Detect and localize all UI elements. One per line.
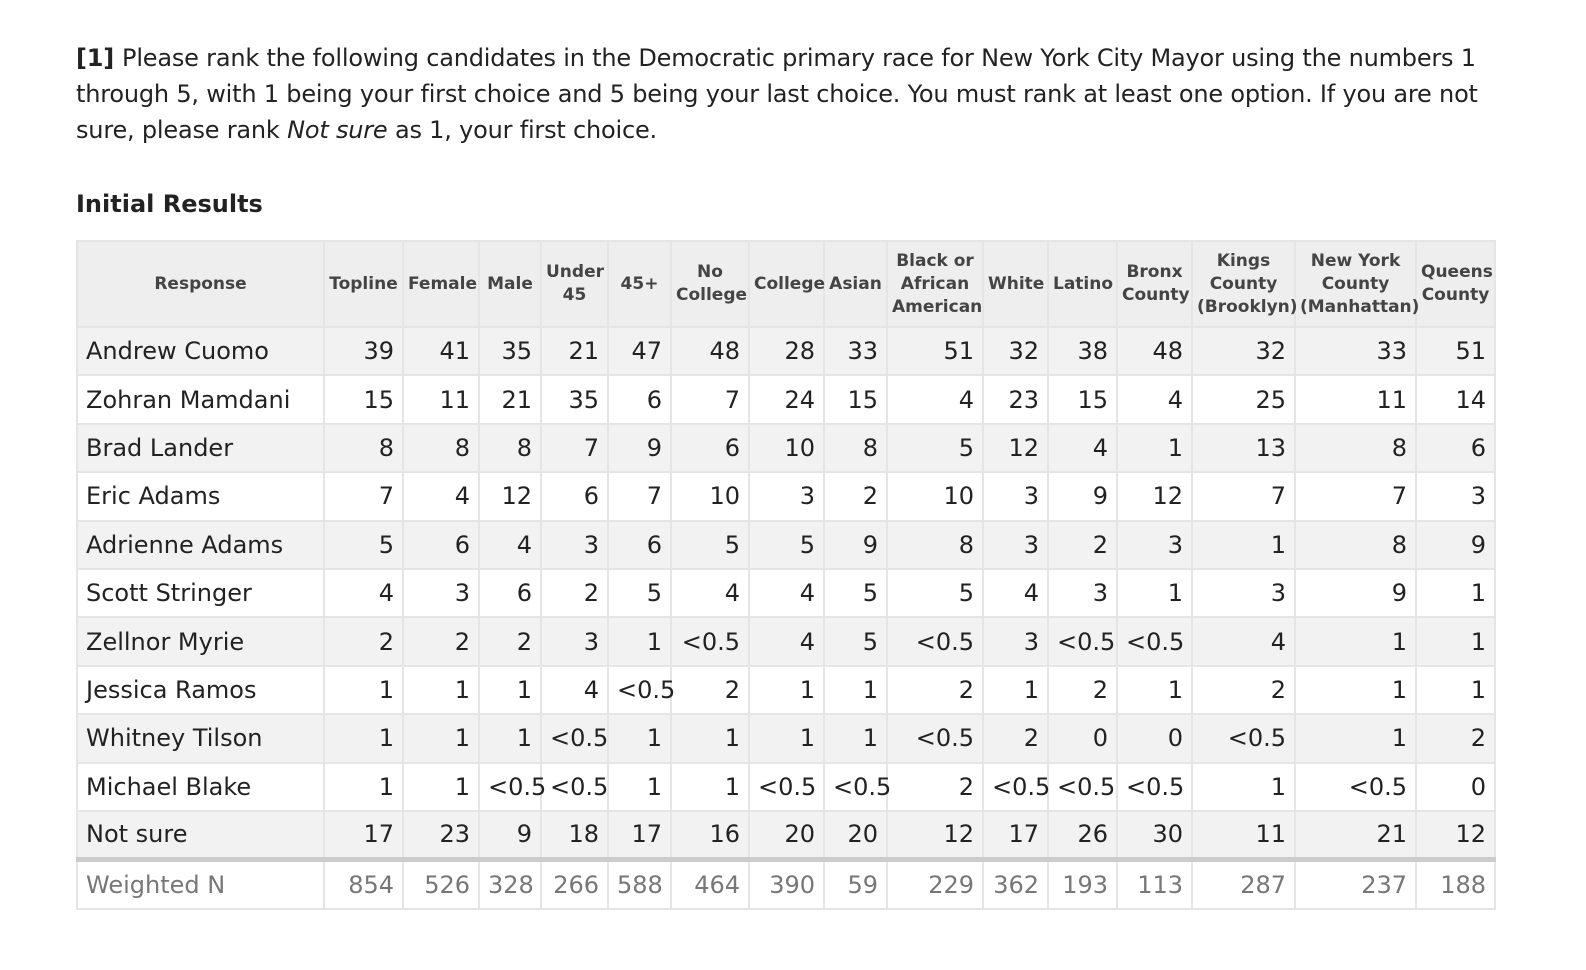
table-cell: 26 (1048, 811, 1117, 859)
table-cell: <0.5 (1295, 763, 1416, 811)
table-cell: <0.5 (1192, 714, 1295, 762)
table-cell: 7 (541, 424, 608, 472)
table-cell: 4 (671, 569, 749, 617)
table-cell: 1 (324, 763, 403, 811)
table-cell: 51 (887, 327, 983, 375)
table-cell: 4 (983, 569, 1048, 617)
table-cell: 1 (1192, 521, 1295, 569)
header-row (77, 241, 1495, 327)
row-label: Eric Adams (77, 472, 324, 520)
table-cell: 9 (1295, 569, 1416, 617)
table-cell: 12 (983, 424, 1048, 472)
table-cell: 4 (541, 666, 608, 714)
table-cell: 11 (1295, 375, 1416, 423)
table-row (77, 327, 1495, 375)
table-cell: 1 (1117, 569, 1192, 617)
table-cell: 3 (1117, 521, 1192, 569)
column-header: White (983, 241, 1048, 327)
table-cell: 1 (749, 666, 824, 714)
table-cell: 2 (1048, 666, 1117, 714)
table-cell: 15 (1048, 375, 1117, 423)
table-cell: 17 (983, 811, 1048, 859)
table-footer (77, 859, 1495, 909)
footer-cell: 237 (1295, 859, 1416, 909)
table-cell: 7 (608, 472, 671, 520)
table-cell: 2 (1416, 714, 1495, 762)
table-cell: 5 (887, 424, 983, 472)
table-row (77, 811, 1495, 859)
table-cell: 47 (608, 327, 671, 375)
table-cell: <0.5 (608, 666, 671, 714)
table-cell: 18 (541, 811, 608, 859)
column-header: Asian (824, 241, 887, 327)
table-cell: 41 (403, 327, 479, 375)
table-cell: 6 (541, 472, 608, 520)
footer-cell: 59 (824, 859, 887, 909)
table-cell: 4 (1048, 424, 1117, 472)
row-label: Whitney Tilson (77, 714, 324, 762)
column-header: Male (479, 241, 541, 327)
table-cell: 1 (1416, 569, 1495, 617)
table-cell: <0.5 (1048, 617, 1117, 665)
column-header: Topline (324, 241, 403, 327)
section-title: Initial Results (76, 190, 263, 218)
table-cell: 1 (1295, 617, 1416, 665)
table-row (77, 763, 1495, 811)
table-cell: 1 (824, 714, 887, 762)
table-cell: 2 (887, 666, 983, 714)
column-header: Black or African American (887, 241, 983, 327)
table-cell: <0.5 (1117, 617, 1192, 665)
table-cell: 1 (324, 666, 403, 714)
table-cell: 9 (608, 424, 671, 472)
table-cell: 38 (1048, 327, 1117, 375)
table-cell: 3 (541, 617, 608, 665)
footer-cell: 526 (403, 859, 479, 909)
table-cell: <0.5 (887, 714, 983, 762)
table-cell: 1 (671, 763, 749, 811)
column-header: Latino (1048, 241, 1117, 327)
table-cell: 5 (749, 521, 824, 569)
table-cell: 25 (1192, 375, 1295, 423)
table-cell: 23 (983, 375, 1048, 423)
table-cell: <0.5 (1048, 763, 1117, 811)
table-cell: 35 (479, 327, 541, 375)
row-label: Brad Lander (77, 424, 324, 472)
table-cell: 2 (887, 763, 983, 811)
table-cell: 7 (1295, 472, 1416, 520)
table-cell: 1 (608, 617, 671, 665)
footer-cell: 362 (983, 859, 1048, 909)
table-cell: 3 (541, 521, 608, 569)
table-cell: 33 (1295, 327, 1416, 375)
table-cell: 9 (824, 521, 887, 569)
table-cell: 5 (324, 521, 403, 569)
table-cell: 12 (1117, 472, 1192, 520)
table-cell: 21 (479, 375, 541, 423)
table-cell: 15 (824, 375, 887, 423)
table-cell: 20 (749, 811, 824, 859)
table-cell: 14 (1416, 375, 1495, 423)
table-cell: 7 (324, 472, 403, 520)
table-cell: 4 (887, 375, 983, 423)
table-cell: 1 (324, 714, 403, 762)
table-cell: 3 (1416, 472, 1495, 520)
table-cell: 1 (1192, 763, 1295, 811)
table-row (77, 472, 1495, 520)
table-cell: 3 (403, 569, 479, 617)
row-label: Andrew Cuomo (77, 327, 324, 375)
table-cell: 6 (479, 569, 541, 617)
table-cell: 4 (403, 472, 479, 520)
question-body: Please rank the following candidates in the Democratic primary race for New York City Mayor using the numbers 1 through 5, with 1 being your first choice and 5 being your last choice. You must rank at least one option. If you are not sure, please rank (76, 44, 1478, 144)
table-cell: 0 (1416, 763, 1495, 811)
table-cell: 6 (608, 521, 671, 569)
table-cell: 32 (983, 327, 1048, 375)
footer-cell: 229 (887, 859, 983, 909)
table-cell: <0.5 (671, 617, 749, 665)
column-header: Queens County (1416, 241, 1495, 327)
table-cell: 10 (749, 424, 824, 472)
table-cell: 4 (324, 569, 403, 617)
column-header: Under 45 (541, 241, 608, 327)
table-cell: 33 (824, 327, 887, 375)
table-cell: 6 (608, 375, 671, 423)
table-cell: 8 (1295, 521, 1416, 569)
table-cell: 5 (671, 521, 749, 569)
table-cell: 1 (403, 763, 479, 811)
table-header (77, 241, 1495, 327)
table-cell: 9 (479, 811, 541, 859)
table-row (77, 521, 1495, 569)
table-cell: 0 (1117, 714, 1192, 762)
table-cell: 24 (749, 375, 824, 423)
table-cell: 8 (1295, 424, 1416, 472)
table-cell: 3 (983, 521, 1048, 569)
table-cell: 13 (1192, 424, 1295, 472)
table-row (77, 617, 1495, 665)
table-cell: 17 (324, 811, 403, 859)
table-cell: <0.5 (1117, 763, 1192, 811)
footer-cell: 854 (324, 859, 403, 909)
table-cell: 1 (479, 666, 541, 714)
table-cell: 5 (824, 617, 887, 665)
table-cell: 4 (1192, 617, 1295, 665)
table-cell: 1 (608, 763, 671, 811)
table-cell: 1 (1295, 714, 1416, 762)
table-cell: 2 (1048, 521, 1117, 569)
column-header: New York County (Manhattan) (1295, 241, 1416, 327)
table-cell: 6 (671, 424, 749, 472)
table-cell: 12 (1416, 811, 1495, 859)
table-cell: 3 (1048, 569, 1117, 617)
row-label: Michael Blake (77, 763, 324, 811)
footer-cell: 588 (608, 859, 671, 909)
table-cell: 21 (541, 327, 608, 375)
table-row (77, 666, 1495, 714)
table-cell: 20 (824, 811, 887, 859)
column-header: Response (77, 241, 324, 327)
table-cell: 4 (749, 569, 824, 617)
row-label: Not sure (77, 811, 324, 859)
footer-cell: 113 (1117, 859, 1192, 909)
table-cell: 2 (671, 666, 749, 714)
table-cell: <0.5 (749, 763, 824, 811)
table-cell: 8 (824, 424, 887, 472)
table-cell: 51 (1416, 327, 1495, 375)
column-header: Female (403, 241, 479, 327)
footer-cell: 390 (749, 859, 824, 909)
table-cell: 1 (1117, 666, 1192, 714)
table-cell: 16 (671, 811, 749, 859)
question-italic-option: Not sure (287, 116, 388, 144)
table-cell: 8 (479, 424, 541, 472)
question-body-end: as 1, your first choice. (387, 116, 657, 144)
footer-cell: 328 (479, 859, 541, 909)
table-cell: 1 (824, 666, 887, 714)
table-cell: 48 (1117, 327, 1192, 375)
row-label: Zohran Mamdani (77, 375, 324, 423)
table-cell: 11 (403, 375, 479, 423)
table-row (77, 714, 1495, 762)
column-header: Kings County (Brooklyn) (1192, 241, 1295, 327)
table-cell: 7 (671, 375, 749, 423)
table-cell: 1 (749, 714, 824, 762)
question-text (76, 40, 1506, 148)
table-cell: <0.5 (824, 763, 887, 811)
table-cell: 1 (403, 714, 479, 762)
table-cell: 6 (1416, 424, 1495, 472)
table-cell: <0.5 (541, 763, 608, 811)
table-cell: 1 (983, 666, 1048, 714)
table-cell: 4 (749, 617, 824, 665)
table-cell: 12 (479, 472, 541, 520)
table-cell: 8 (403, 424, 479, 472)
table-row (77, 424, 1495, 472)
table-cell: <0.5 (541, 714, 608, 762)
table-body (77, 327, 1495, 859)
table-cell: 4 (479, 521, 541, 569)
table-cell: 5 (608, 569, 671, 617)
table-cell: 2 (324, 617, 403, 665)
table-cell: 1 (403, 666, 479, 714)
table-cell: 5 (887, 569, 983, 617)
table-cell: 11 (1192, 811, 1295, 859)
table-cell: 15 (324, 375, 403, 423)
table-cell: 2 (479, 617, 541, 665)
table-cell: 3 (983, 617, 1048, 665)
table-cell: 35 (541, 375, 608, 423)
table-cell: 48 (671, 327, 749, 375)
table-cell: 4 (1117, 375, 1192, 423)
table-cell: 21 (1295, 811, 1416, 859)
row-label: Jessica Ramos (77, 666, 324, 714)
table-cell: 30 (1117, 811, 1192, 859)
table-cell: 3 (749, 472, 824, 520)
table-cell: 1 (1416, 617, 1495, 665)
table-cell: 17 (608, 811, 671, 859)
table-cell: 2 (1192, 666, 1295, 714)
question-number: [1] (76, 44, 115, 72)
table-cell: 8 (887, 521, 983, 569)
table-cell: 1 (608, 714, 671, 762)
row-label: Adrienne Adams (77, 521, 324, 569)
column-header: 45+ (608, 241, 671, 327)
footer-label: Weighted N (77, 859, 324, 909)
table-cell: 0 (1048, 714, 1117, 762)
table-cell: 2 (403, 617, 479, 665)
table-cell: 9 (1048, 472, 1117, 520)
table-cell: 8 (324, 424, 403, 472)
row-label: Scott Stringer (77, 569, 324, 617)
footer-cell: 193 (1048, 859, 1117, 909)
table-cell: 2 (824, 472, 887, 520)
column-header: Bronx County (1117, 241, 1192, 327)
table-cell: 5 (824, 569, 887, 617)
table-cell: 2 (983, 714, 1048, 762)
table-cell: 28 (749, 327, 824, 375)
table-cell: <0.5 (887, 617, 983, 665)
weighted-n-row (77, 859, 1495, 909)
table-cell: <0.5 (983, 763, 1048, 811)
table-cell: <0.5 (479, 763, 541, 811)
table-cell: 10 (671, 472, 749, 520)
table-cell: 7 (1192, 472, 1295, 520)
footer-cell: 464 (671, 859, 749, 909)
table-cell: 1 (1117, 424, 1192, 472)
column-header: No College (671, 241, 749, 327)
table-cell: 3 (983, 472, 1048, 520)
table-cell: 1 (1416, 666, 1495, 714)
table-cell: 10 (887, 472, 983, 520)
column-header: College (749, 241, 824, 327)
footer-cell: 287 (1192, 859, 1295, 909)
table-cell: 1 (1295, 666, 1416, 714)
table-cell: 9 (1416, 521, 1495, 569)
table-cell: 12 (887, 811, 983, 859)
results-table (76, 240, 1496, 910)
table-cell: 6 (403, 521, 479, 569)
table-cell: 23 (403, 811, 479, 859)
footer-cell: 188 (1416, 859, 1495, 909)
table-cell: 32 (1192, 327, 1295, 375)
table-row (77, 569, 1495, 617)
table-cell: 1 (479, 714, 541, 762)
table-cell: 3 (1192, 569, 1295, 617)
table-cell: 39 (324, 327, 403, 375)
table-row (77, 375, 1495, 423)
table-cell: 1 (671, 714, 749, 762)
table-cell: 2 (541, 569, 608, 617)
footer-cell: 266 (541, 859, 608, 909)
row-label: Zellnor Myrie (77, 617, 324, 665)
